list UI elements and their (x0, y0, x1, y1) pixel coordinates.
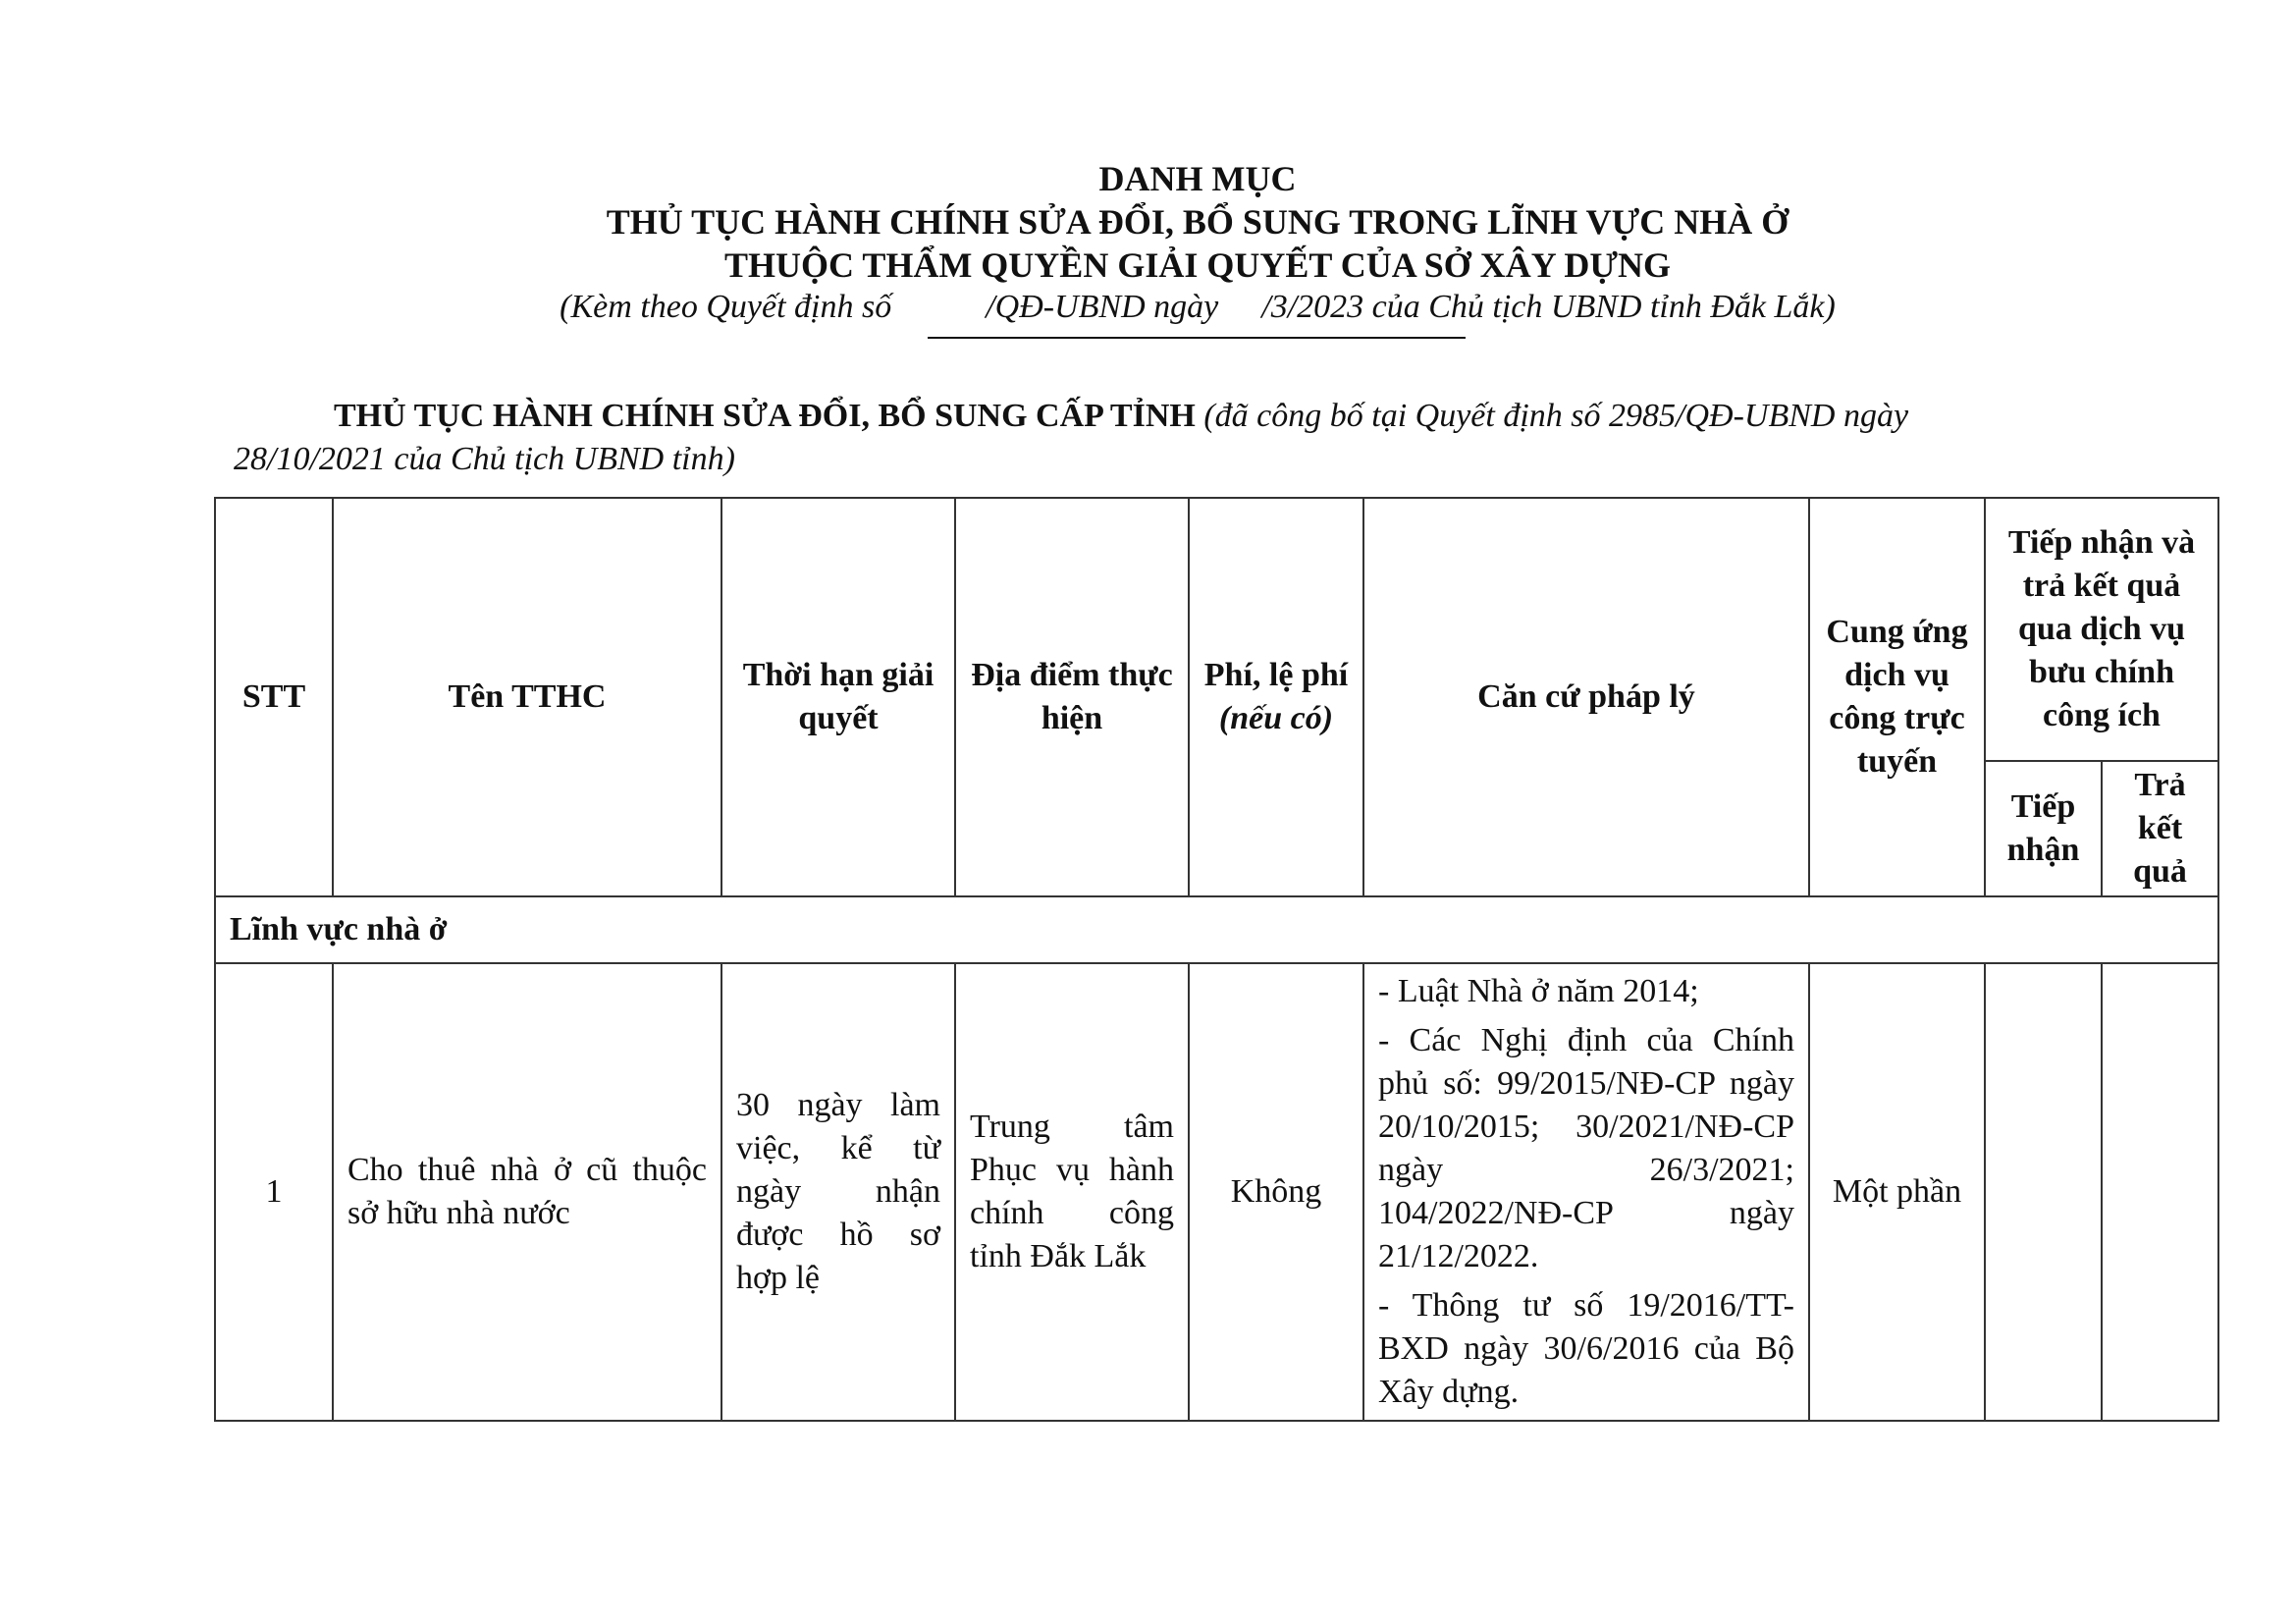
legal-basis-item: - Thông tư số 19/2016/TT-BXD ngày 30/6/2016 của Bộ Xây dựng. (1378, 1287, 1794, 1410)
header-postal-return: Trả kết quả (2102, 761, 2218, 896)
title-line-3: THUỘC THẨM QUYỀN GIẢI QUYẾT CỦA SỞ XÂY DỰNG (723, 245, 1672, 285)
header-online: Cung ứng dịch vụ công trực tuyến (1809, 498, 1985, 896)
header-location: Địa điểm thực hiện (955, 498, 1189, 896)
document-title-block (0, 157, 2296, 328)
legal-basis-item: - Các Nghị định của Chính phủ số: 99/2015/NĐ-CP ngày 20/10/2015; 30/2021/NĐ-CP ngày 26/3/2021; 104/2022/NĐ-CP ngày 21/12/2022. (1378, 1022, 1794, 1274)
header-duration: Thời hạn giải quyết (721, 498, 955, 896)
header-name: Tên TTHC (333, 498, 721, 896)
section-row-housing: Lĩnh vực nhà ở (215, 896, 2218, 963)
cell-postal-receive (1985, 963, 2102, 1421)
title-line-1: DANH MỤC (1098, 159, 1297, 198)
cell-location: Trung tâm Phục vụ hành chính công tỉnh Đắk Lắk (955, 963, 1189, 1421)
header-postal-receive: Tiếp nhận (1985, 761, 2102, 896)
subtitle-part-1: (Kèm theo Quyết định số (560, 289, 892, 325)
section-heading-italic-cont: 28/10/2021 của Chủ tịch UBND tỉnh) (234, 441, 735, 477)
cell-postal-return (2102, 963, 2218, 1421)
header-fee-note: (nếu có) (1218, 700, 1334, 736)
cell-duration: 30 ngày làm việc, kể từ ngày nhận được hồ sơ hợp lệ (721, 963, 955, 1421)
header-fee (1189, 498, 1363, 896)
cell-online: Một phần (1809, 963, 1985, 1421)
cell-legal (1363, 963, 1809, 1421)
title-line-2: THỦ TỤC HÀNH CHÍNH SỬA ĐỔI, BỔ SUNG TRONG LĨNH VỰC NHÀ Ở (606, 202, 1789, 242)
header-postal: Tiếp nhận và trả kết quả qua dịch vụ bưu chính công ích (1985, 498, 2218, 761)
section-heading (234, 395, 2160, 477)
table-row (215, 963, 2218, 1421)
cell-fee: Không (1189, 963, 1363, 1421)
subtitle-part-2: /QĐ-UBND ngày (986, 289, 1219, 325)
header-legal: Căn cứ pháp lý (1363, 498, 1809, 896)
document-subtitle (0, 287, 2296, 328)
title-underline (928, 337, 1466, 339)
legal-basis-item: - Luật Nhà ở năm 2014; (1378, 973, 1699, 1009)
procedures-table (214, 497, 2219, 1422)
subtitle-part-3: /3/2023 của Chủ tịch UBND tỉnh Đắk Lắk) (1261, 289, 1836, 325)
header-stt: STT (215, 498, 333, 896)
cell-name: Cho thuê nhà ở cũ thuộc sở hữu nhà nước (333, 963, 721, 1421)
cell-stt: 1 (215, 963, 333, 1421)
header-fee-main: Phí, lệ phí (1203, 657, 1349, 693)
section-heading-italic: (đã công bố tại Quyết định số 2985/QĐ-UBND ngày (1203, 398, 1909, 434)
section-heading-bold: THỦ TỤC HÀNH CHÍNH SỬA ĐỔI, BỔ SUNG CẤP TỈNH (334, 398, 1196, 434)
